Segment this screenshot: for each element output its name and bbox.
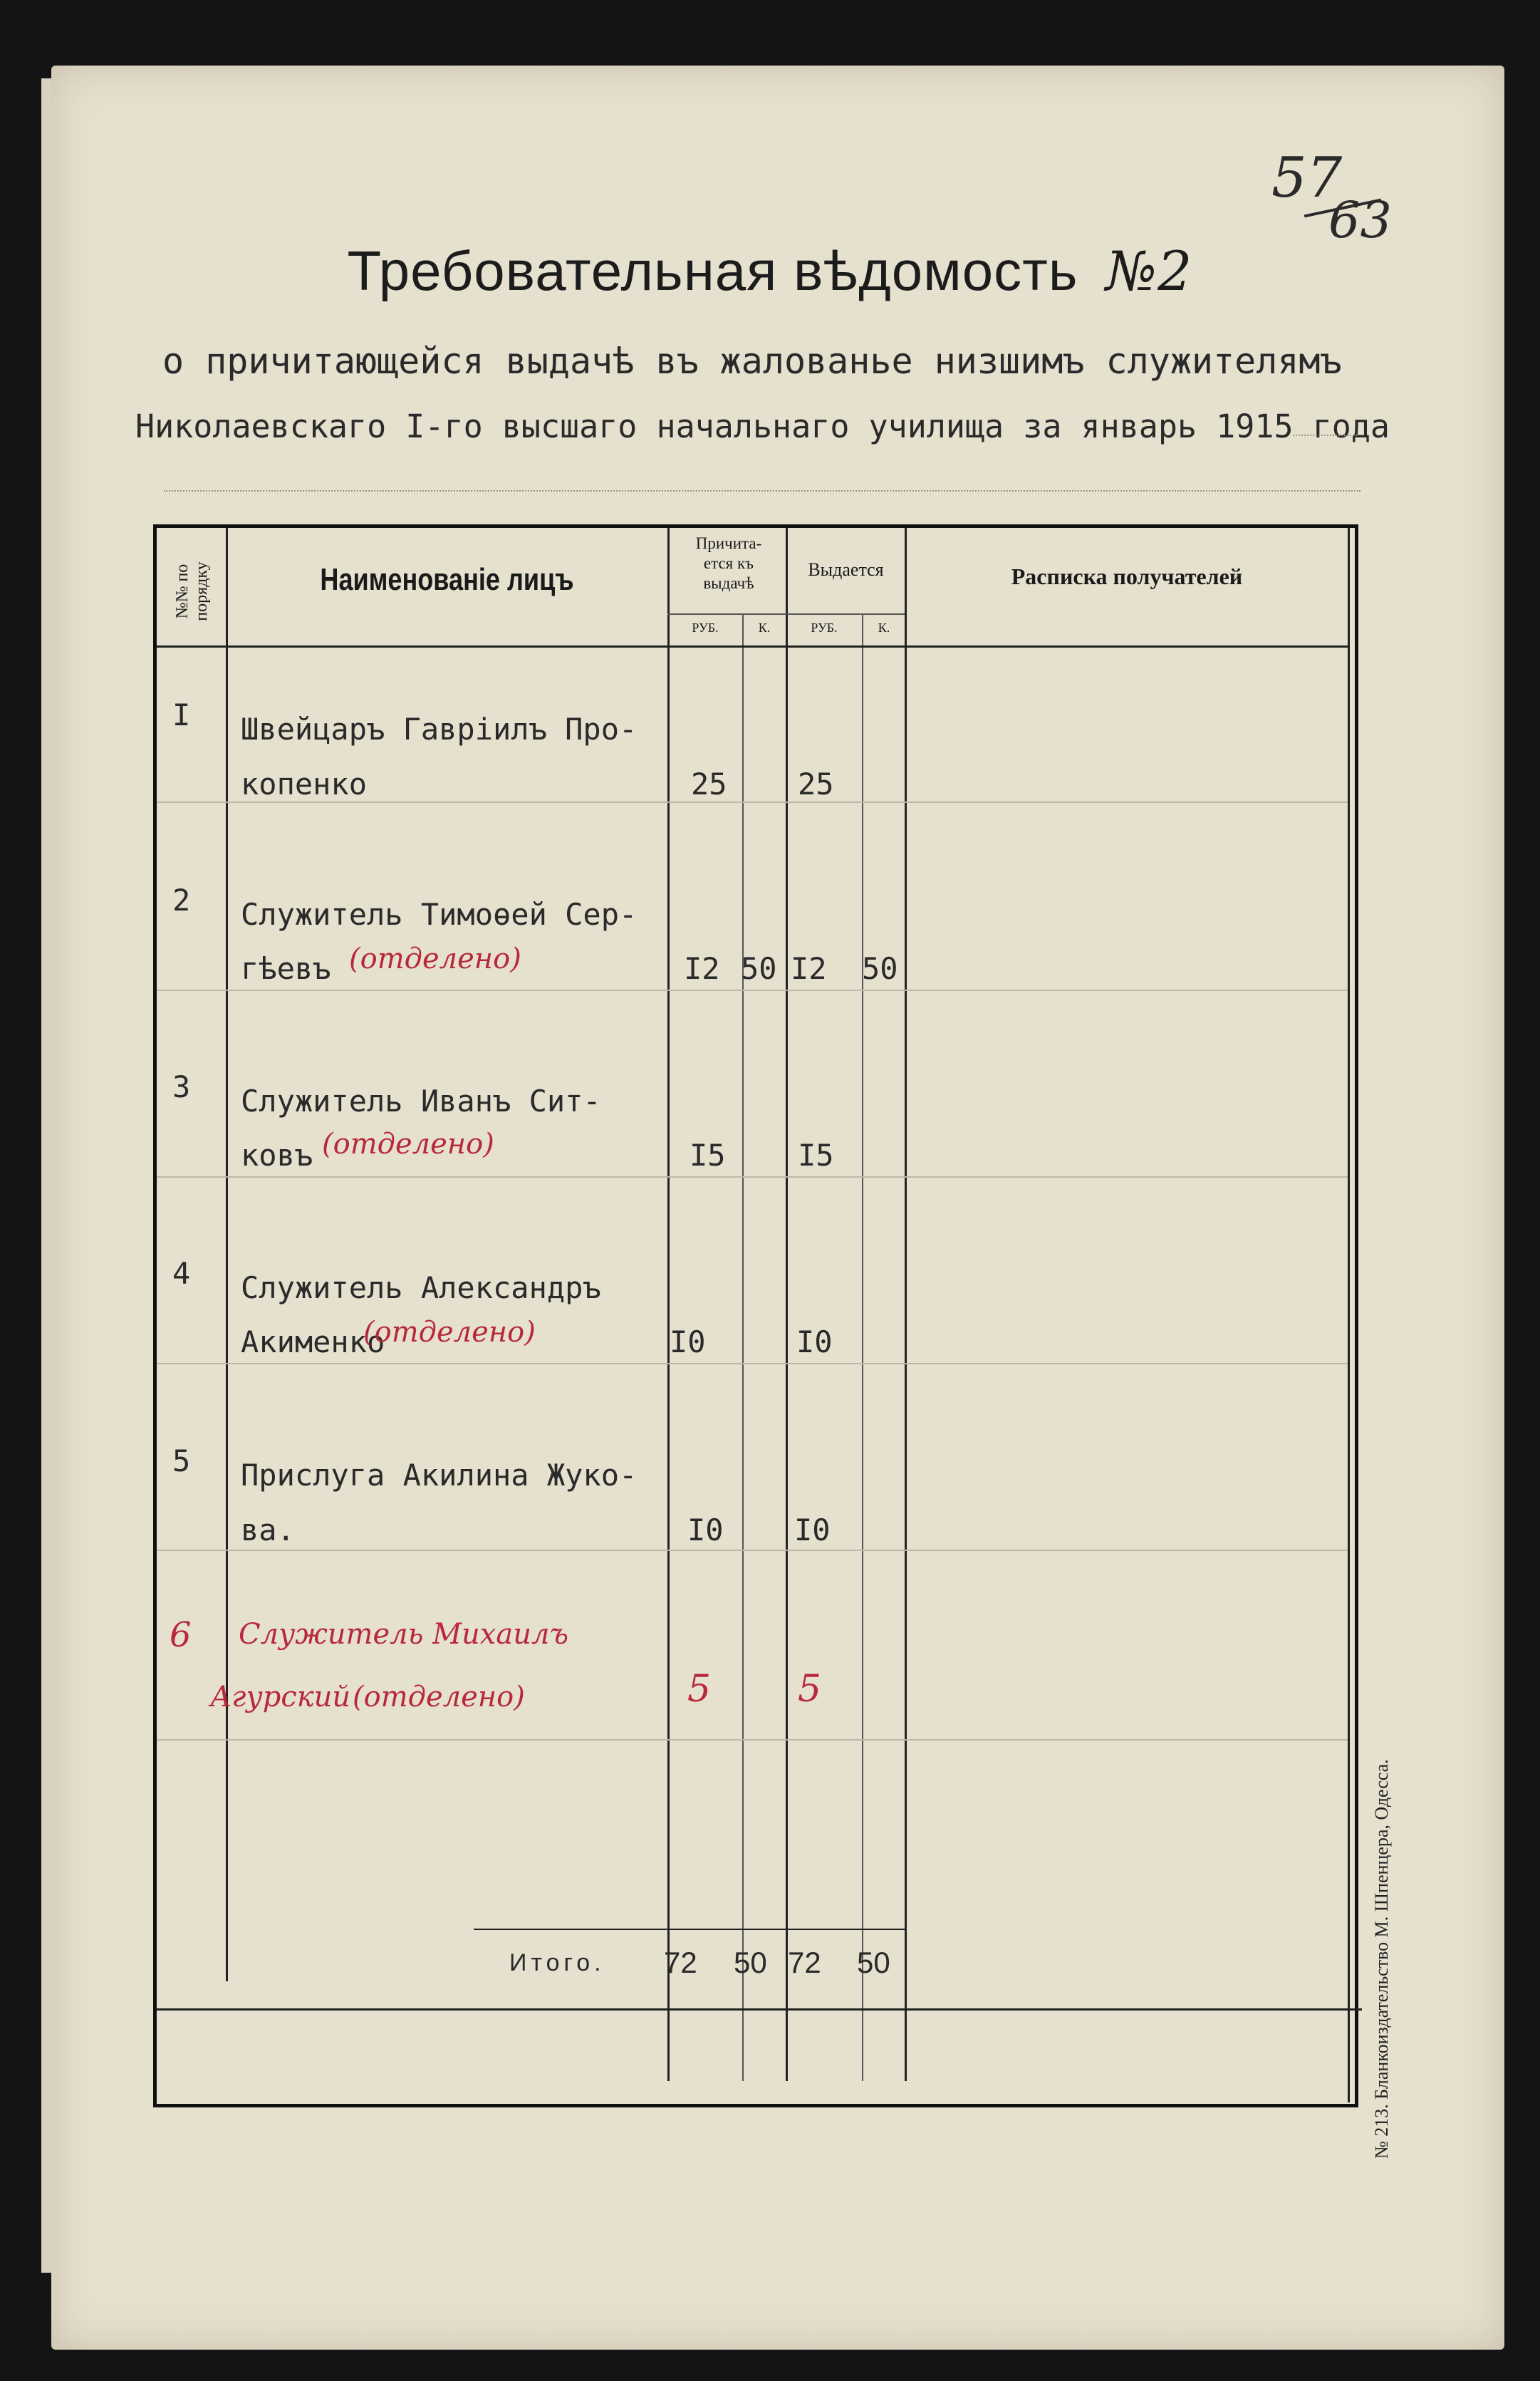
- total-underline: [474, 1929, 905, 1930]
- total-due-rub: 72: [664, 1946, 697, 1979]
- row-rule: [157, 1550, 1348, 1551]
- header-due: Причита-ется къ выдачѣ: [695, 534, 762, 592]
- title-number-handwritten: №2: [1105, 239, 1193, 303]
- row-due-rub: I0: [687, 1513, 724, 1547]
- row-note-handwritten: (отделено): [363, 1316, 536, 1349]
- header-bottom-rule: [157, 645, 1348, 648]
- col-line-due-kop: [742, 613, 744, 2081]
- row-due-rub: I2: [684, 951, 720, 986]
- row-issued-rub: I0: [796, 1324, 833, 1359]
- table-body-bottom-rule: [157, 2008, 1362, 2011]
- header-issued: Выдается: [808, 559, 884, 580]
- row-due-rub: I5: [690, 1138, 726, 1173]
- row-rule: [157, 1363, 1348, 1364]
- header-due-rub: РУБ.: [692, 621, 719, 635]
- row-rule: [157, 1176, 1348, 1178]
- row-issued-rub: I0: [794, 1513, 831, 1547]
- header-due-kop: К.: [758, 621, 771, 635]
- total-issued-kop: 50: [857, 1946, 890, 1979]
- row-name-line1: Прислуга Акилина Жуко-: [241, 1458, 638, 1493]
- total-label: Итого.: [509, 1949, 605, 1976]
- row-issued-kop: 50: [862, 951, 898, 986]
- row-name-line2: гѣевъ: [241, 951, 331, 986]
- col-line-receipt: [905, 528, 907, 2081]
- header-name: Наименованіе лицъ: [320, 562, 574, 597]
- row-issued-rub: 25: [798, 767, 834, 802]
- row-due-rub-handwritten: 5: [687, 1668, 712, 1711]
- row-issued-rub-handwritten: 5: [798, 1668, 822, 1711]
- subtitle-dotted-rule-2: [164, 490, 1360, 492]
- subtitle-dotted-rule-1: [1293, 435, 1357, 436]
- row-name-line1: Служитель Александръ: [241, 1270, 601, 1305]
- header-sub-rule: [667, 613, 905, 615]
- row-number: 4: [172, 1256, 191, 1291]
- row-note-handwritten: (отделено): [349, 943, 521, 975]
- col-line-num: [226, 528, 228, 1981]
- col-line-name: [667, 528, 670, 2081]
- header-receipt: Расписка получателей: [1011, 564, 1243, 589]
- row-rule: [157, 990, 1348, 991]
- row-name-line2: копенко: [241, 767, 368, 802]
- header-issued-rub: РУБ.: [811, 621, 838, 635]
- row-rule: [157, 802, 1348, 803]
- row-number: 3: [172, 1069, 191, 1104]
- row-due-kop: 50: [741, 951, 777, 986]
- archive-mark-bottom: 63: [1328, 191, 1393, 249]
- row-issued-rub: I2: [791, 951, 827, 986]
- archive-mark-top: 57: [1271, 146, 1343, 210]
- row-name-line1-handwritten: Служитель Михаилъ: [239, 1618, 569, 1651]
- row-name-line2: ковъ: [241, 1138, 313, 1173]
- payroll-table: [153, 524, 1358, 2107]
- header-issued-kop: К.: [878, 621, 890, 635]
- document-title: [0, 239, 1540, 304]
- printer-imprint: № 213. Бланкоиздательство М. Шпенцера, Одесса.: [1371, 1759, 1392, 2159]
- total-issued-rub: 72: [788, 1946, 821, 1979]
- row-number-handwritten: 6: [170, 1615, 192, 1655]
- row-name-line2: Акименко: [241, 1324, 385, 1359]
- col-line-issued: [786, 528, 788, 2081]
- subtitle-line-2: Николаевскаго I-го высшаго начальнаго училища за январь 1915 года: [135, 408, 1390, 445]
- title-text: Требовательная вѣдомость: [347, 239, 1078, 302]
- row-issued-rub: I5: [798, 1138, 834, 1173]
- row-rule: [157, 1739, 1348, 1741]
- header-number: №№ по порядку: [173, 561, 211, 621]
- row-name-line1: Служитель Тимоѳей Сер-: [241, 897, 638, 932]
- frame-inner-right: [1348, 528, 1350, 2102]
- row-name-line2-handwritten: Агурский: [210, 1681, 351, 1713]
- row-number: 2: [172, 883, 191, 918]
- col-line-issued-kop: [862, 613, 863, 2081]
- row-note-handwritten: (отделено): [322, 1128, 494, 1161]
- row-due-rub: I0: [670, 1324, 706, 1359]
- row-name-line2: ва.: [241, 1513, 295, 1547]
- row-name-line1: Швейцаръ Гавріилъ Про-: [241, 712, 638, 747]
- row-number: I: [172, 697, 191, 732]
- row-note-handwritten: (отделено): [353, 1681, 525, 1713]
- row-due-rub: 25: [691, 767, 727, 802]
- subtitle-line-1: о причитающейся выдачѣ въ жалованье низшимъ служителямъ: [162, 341, 1342, 382]
- total-due-kop: 50: [734, 1946, 767, 1979]
- row-number: 5: [172, 1443, 191, 1478]
- row-name-line1: Служитель Иванъ Сит-: [241, 1084, 601, 1119]
